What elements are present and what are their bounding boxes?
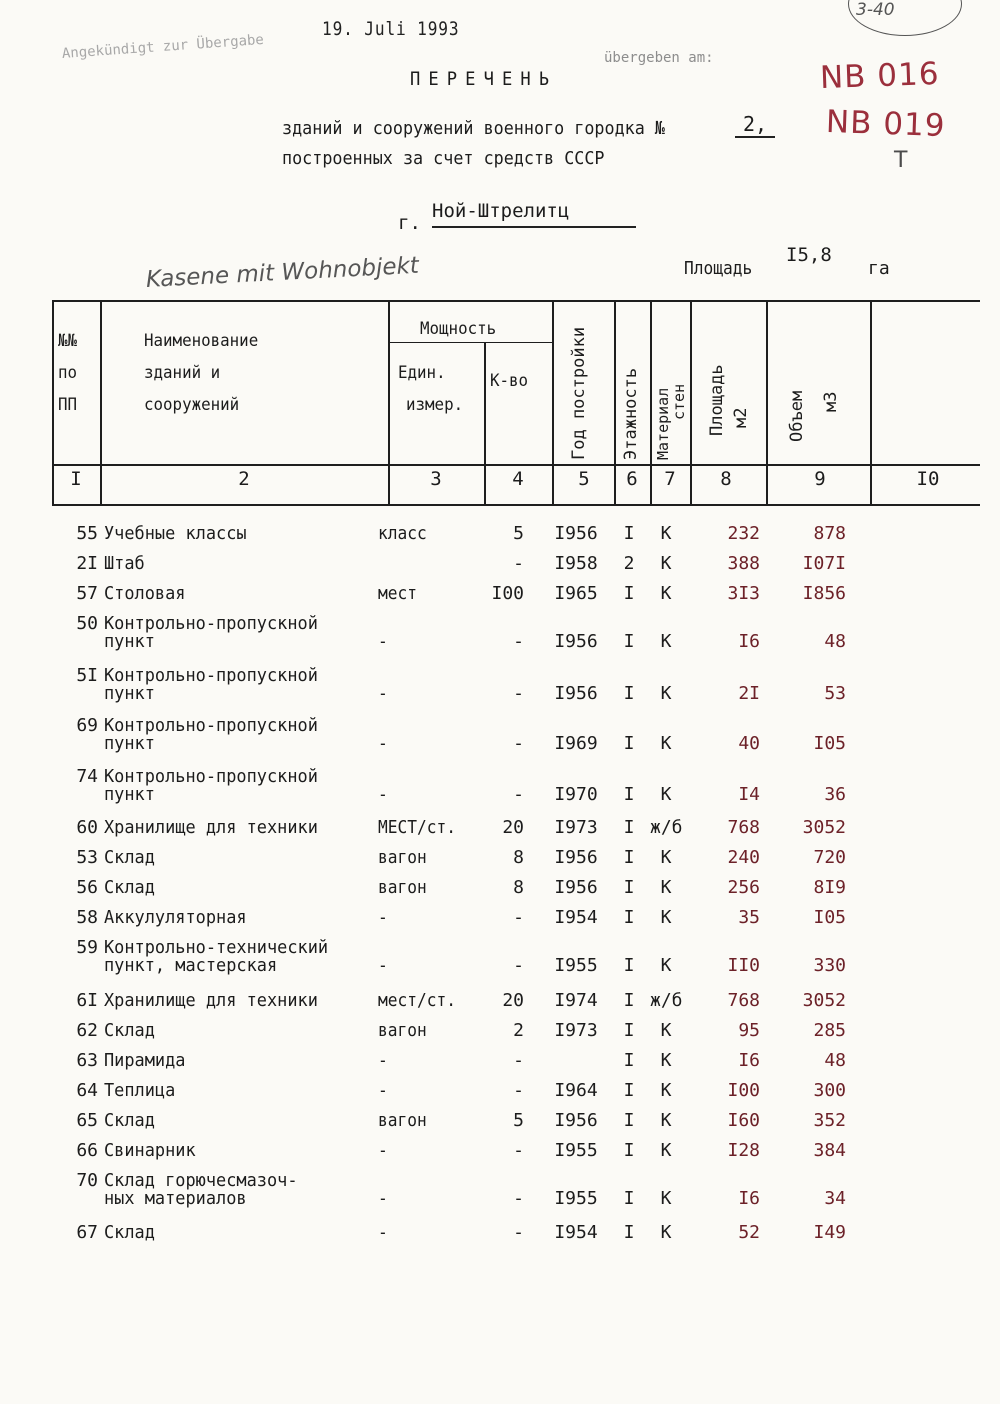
- wall-material: К: [660, 784, 672, 805]
- table-header: [52, 300, 980, 506]
- row-number: 66: [76, 1140, 98, 1161]
- table-row: [0, 1170, 1000, 1209]
- build-year: I973: [554, 817, 598, 838]
- col-number-6: 6: [626, 468, 638, 490]
- header-power: Мощность: [420, 319, 497, 339]
- volume-m3: 720: [813, 847, 846, 868]
- floor-count: I: [623, 990, 635, 1011]
- city-prefix: г.: [398, 212, 421, 234]
- floor-count: I: [623, 847, 635, 868]
- volume-m3: 53: [824, 683, 846, 704]
- area-m2: 95: [738, 1020, 760, 1041]
- build-year: I965: [554, 583, 598, 604]
- unit-measure: МЕСТ/ст.: [378, 817, 457, 838]
- quantity: -: [513, 1080, 524, 1101]
- table-row: [0, 847, 1000, 877]
- building-name: Хранилище для техники: [104, 817, 318, 838]
- header-col1-line2: по: [58, 363, 78, 383]
- row-number: 55: [76, 523, 98, 544]
- unit-measure: -: [378, 1140, 388, 1161]
- build-year: I954: [554, 907, 598, 928]
- row-number: 2I: [76, 553, 98, 574]
- table-row: [0, 877, 1000, 907]
- area-m2: 3I3: [727, 583, 760, 604]
- row-number: 50: [76, 613, 98, 634]
- table-row: [0, 523, 1000, 553]
- area-label: Площадь: [684, 258, 753, 279]
- header-col2-line3: сооружений: [144, 395, 240, 415]
- quantity: 8: [513, 847, 524, 868]
- volume-m3: I07I: [802, 553, 846, 574]
- area-m2: I6: [738, 1188, 760, 1209]
- archive-mark: T: [894, 148, 908, 173]
- area-m2: II0: [727, 955, 760, 976]
- building-name: Контрольно-пропускной: [104, 665, 318, 686]
- city-name: Ной-Штрелитц: [432, 200, 636, 228]
- floor-count: I: [623, 733, 635, 754]
- wall-material: К: [660, 847, 672, 868]
- volume-m3: 878: [813, 523, 846, 544]
- building-name: Контрольно-пропускной: [104, 715, 318, 736]
- build-year: I954: [554, 1222, 598, 1243]
- row-number: 65: [76, 1110, 98, 1131]
- table-row: [0, 1050, 1000, 1080]
- area-value: I5,8: [786, 244, 832, 266]
- area-m2: 35: [738, 907, 760, 928]
- area-m2: 768: [727, 817, 760, 838]
- header-col3-line2: измер.: [406, 395, 464, 415]
- quantity: -: [513, 1188, 524, 1209]
- wall-material: К: [660, 631, 672, 652]
- row-number: 63: [76, 1050, 98, 1071]
- area-m2: 256: [727, 877, 760, 898]
- wall-material: К: [660, 733, 672, 754]
- header-col8-line1: Площадь: [707, 364, 727, 436]
- build-year: I956: [554, 523, 598, 544]
- building-name: Контрольно-технический: [104, 937, 329, 958]
- area-m2: 52: [738, 1222, 760, 1243]
- corner-number: 3-40: [856, 0, 895, 20]
- unit-measure: -: [378, 1188, 388, 1209]
- header-col9-line2: м3: [821, 391, 841, 412]
- volume-m3: 3052: [802, 817, 846, 838]
- unit-measure: вагон: [378, 847, 427, 868]
- area-m2: 240: [727, 847, 760, 868]
- header-col7-line2: стен: [670, 383, 688, 420]
- quantity: 8: [513, 877, 524, 898]
- col-number-4: 4: [512, 468, 524, 490]
- table-row: [0, 766, 1000, 805]
- wall-material: К: [660, 907, 672, 928]
- volume-m3: 8I9: [813, 877, 846, 898]
- quantity: -: [513, 733, 524, 754]
- header-col3-line1: Един.: [398, 363, 446, 383]
- volume-m3: 300: [813, 1080, 846, 1101]
- header-col2-line2: зданий и: [144, 363, 221, 383]
- building-name: Склад: [104, 1222, 155, 1243]
- col-number-2: 2: [238, 468, 250, 490]
- row-number: 53: [76, 847, 98, 868]
- handwritten-note: Kasene mit Wohnobjekt: [145, 252, 420, 293]
- date-stamp: 19. Juli 1993: [322, 18, 460, 40]
- building-name: Аккулуляторная: [104, 907, 247, 928]
- floor-count: I: [623, 683, 635, 704]
- wall-material: ж/б: [650, 817, 683, 838]
- building-name: Склад: [104, 877, 155, 898]
- area-m2: I6: [738, 631, 760, 652]
- garrison-number: 2,: [735, 112, 775, 138]
- table-row: [0, 937, 1000, 976]
- floor-count: I: [623, 1188, 635, 1209]
- quantity: 20: [502, 817, 524, 838]
- header-col2-line1: Наименование: [144, 331, 259, 351]
- table-row: [0, 1222, 1000, 1252]
- table-row: [0, 990, 1000, 1020]
- floor-count: 2: [623, 553, 635, 574]
- unit-measure: -: [378, 1080, 388, 1101]
- volume-m3: 384: [813, 1140, 846, 1161]
- floor-count: I: [623, 523, 635, 544]
- header-col9-line1: Объем: [787, 390, 807, 442]
- area-m2: 768: [727, 990, 760, 1011]
- wall-material: К: [660, 553, 672, 574]
- building-name: Хранилище для техники: [104, 990, 318, 1011]
- table-row: [0, 1020, 1000, 1050]
- quantity: 2: [513, 1020, 524, 1041]
- area-m2: I4: [738, 784, 760, 805]
- wall-material: К: [660, 1050, 672, 1071]
- table-row: [0, 817, 1000, 847]
- quantity: 5: [513, 523, 524, 544]
- area-m2: 40: [738, 733, 760, 754]
- table-row: [0, 583, 1000, 613]
- area-m2: I60: [727, 1110, 760, 1131]
- building-name-continued: пункт: [104, 733, 155, 754]
- header-col4: К-во: [490, 371, 529, 391]
- table-row: [0, 1110, 1000, 1140]
- area-m2: I6: [738, 1050, 760, 1071]
- unit-measure: мест: [378, 583, 418, 604]
- received-stamp: Angekündigt zur Übergabe: [61, 31, 265, 62]
- unit-measure: -: [378, 683, 388, 704]
- subtitle-line-2: построенных за счет средств СССР: [282, 148, 605, 169]
- area-m2: 388: [727, 553, 760, 574]
- handover-stamp: übergeben am:: [604, 50, 714, 66]
- volume-m3: 36: [824, 784, 846, 805]
- wall-material: К: [660, 1222, 672, 1243]
- build-year: I964: [554, 1080, 598, 1101]
- area-m2: 232: [727, 523, 760, 544]
- floor-count: I: [623, 1020, 635, 1041]
- unit-measure: вагон: [378, 877, 427, 898]
- wall-material: К: [660, 1020, 672, 1041]
- row-number: 74: [76, 766, 98, 787]
- area-m2: 2I: [738, 683, 760, 704]
- row-number: 60: [76, 817, 98, 838]
- floor-count: I: [623, 955, 635, 976]
- building-name-continued: пункт: [104, 683, 155, 704]
- unit-measure: -: [378, 1050, 388, 1071]
- floor-count: I: [623, 583, 635, 604]
- quantity: -: [513, 784, 524, 805]
- table-row: [0, 613, 1000, 652]
- building-name: Свинарник: [104, 1140, 196, 1161]
- building-name: Учебные классы: [104, 523, 247, 544]
- build-year: I956: [554, 631, 598, 652]
- quantity: 5: [513, 1110, 524, 1131]
- build-year: I958: [554, 553, 598, 574]
- building-name-continued: пункт: [104, 631, 155, 652]
- header-col5: Год постройки: [569, 326, 589, 460]
- build-year: I956: [554, 847, 598, 868]
- subtitle-line-1: зданий и сооружений военного городка №: [282, 118, 665, 139]
- volume-m3: 285: [813, 1020, 846, 1041]
- volume-m3: 34: [824, 1188, 846, 1209]
- building-name-continued: ных материалов: [104, 1188, 247, 1209]
- row-number: 59: [76, 937, 98, 958]
- building-name: Столовая: [104, 583, 186, 604]
- build-year: I973: [554, 1020, 598, 1041]
- wall-material: К: [660, 1080, 672, 1101]
- unit-measure: мест/ст.: [378, 990, 457, 1011]
- document-title: ПЕРЕЧЕНЬ: [410, 68, 558, 90]
- build-year: I955: [554, 1188, 598, 1209]
- floor-count: I: [623, 1222, 635, 1243]
- col-number-10: I0: [916, 468, 940, 490]
- table-row: [0, 715, 1000, 754]
- row-number: 58: [76, 907, 98, 928]
- build-year: I974: [554, 990, 598, 1011]
- area-m2: I00: [727, 1080, 760, 1101]
- quantity: -: [513, 1140, 524, 1161]
- header-col7-line1: Материал: [654, 387, 672, 460]
- header-col1-line3: ПП: [58, 395, 78, 415]
- table-row: [0, 1140, 1000, 1170]
- wall-material: К: [660, 1140, 672, 1161]
- building-name-continued: пункт, мастерская: [104, 955, 278, 976]
- col-number-1: I: [70, 468, 82, 490]
- unit-measure: вагон: [378, 1020, 427, 1041]
- unit-measure: -: [378, 784, 388, 805]
- row-number: 56: [76, 877, 98, 898]
- building-name-continued: пункт: [104, 784, 155, 805]
- header-col1-line1: №№: [58, 331, 78, 351]
- floor-count: I: [623, 877, 635, 898]
- floor-count: I: [623, 1110, 635, 1131]
- table-row: [0, 1080, 1000, 1110]
- volume-m3: I49: [813, 1222, 846, 1243]
- wall-material: К: [660, 955, 672, 976]
- quantity: -: [513, 907, 524, 928]
- floor-count: I: [623, 1140, 635, 1161]
- col-number-8: 8: [720, 468, 732, 490]
- floor-count: I: [623, 631, 635, 652]
- floor-count: I: [623, 1050, 635, 1071]
- quantity: -: [513, 631, 524, 652]
- build-year: I956: [554, 683, 598, 704]
- col-number-7: 7: [664, 468, 676, 490]
- quantity: -: [513, 1050, 524, 1071]
- wall-material: К: [660, 523, 672, 544]
- volume-m3: 330: [813, 955, 846, 976]
- building-name: Склад: [104, 1020, 155, 1041]
- wall-material: К: [660, 1110, 672, 1131]
- row-number: 5I: [76, 665, 98, 686]
- volume-m3: I05: [813, 907, 846, 928]
- volume-m3: 48: [824, 631, 846, 652]
- unit-measure: -: [378, 631, 388, 652]
- building-name: Штаб: [104, 553, 145, 574]
- unit-measure: вагон: [378, 1110, 427, 1131]
- floor-count: I: [623, 907, 635, 928]
- build-year: I955: [554, 955, 598, 976]
- wall-material: К: [660, 583, 672, 604]
- wall-material: ж/б: [650, 990, 683, 1011]
- build-year: I956: [554, 1110, 598, 1131]
- area-m2: I28: [727, 1140, 760, 1161]
- unit-measure: -: [378, 907, 388, 928]
- volume-m3: I05: [813, 733, 846, 754]
- row-number: 6I: [76, 990, 98, 1011]
- row-number: 57: [76, 583, 98, 604]
- build-year: I969: [554, 733, 598, 754]
- row-number: 62: [76, 1020, 98, 1041]
- wall-material: К: [660, 683, 672, 704]
- building-name: Пирамида: [104, 1050, 186, 1071]
- row-number: 67: [76, 1222, 98, 1243]
- table-row: [0, 665, 1000, 704]
- wall-material: К: [660, 1188, 672, 1209]
- col-number-9: 9: [814, 468, 826, 490]
- building-name: Склад горючесмазоч-: [104, 1170, 298, 1191]
- area-unit: га: [868, 258, 890, 279]
- quantity: -: [513, 683, 524, 704]
- col-number-3: 3: [430, 468, 442, 490]
- row-number: 70: [76, 1170, 98, 1191]
- header-col8-line2: м2: [731, 407, 751, 428]
- floor-count: I: [623, 1080, 635, 1101]
- building-name: Склад: [104, 1110, 155, 1131]
- volume-m3: I856: [802, 583, 846, 604]
- unit-measure: -: [378, 1222, 388, 1243]
- quantity: 20: [502, 990, 524, 1011]
- quantity: -: [513, 955, 524, 976]
- volume-m3: 3052: [802, 990, 846, 1011]
- floor-count: I: [623, 817, 635, 838]
- quantity: -: [513, 553, 524, 574]
- build-year: I955: [554, 1140, 598, 1161]
- build-year: I956: [554, 877, 598, 898]
- building-name: Контрольно-пропускной: [104, 613, 318, 634]
- row-number: 69: [76, 715, 98, 736]
- archive-code-2: NB 019: [825, 103, 947, 145]
- building-name: Контрольно-пропускной: [104, 766, 318, 787]
- build-year: I970: [554, 784, 598, 805]
- building-name: Теплица: [104, 1080, 176, 1101]
- floor-count: I: [623, 784, 635, 805]
- unit-measure: -: [378, 733, 388, 754]
- volume-m3: 48: [824, 1050, 846, 1071]
- archive-code-1: NB 016: [819, 55, 941, 97]
- col-number-5: 5: [578, 468, 590, 490]
- quantity: I00: [491, 583, 524, 604]
- unit-measure: -: [378, 955, 388, 976]
- volume-m3: 352: [813, 1110, 846, 1131]
- wall-material: К: [660, 877, 672, 898]
- table-row: [0, 553, 1000, 583]
- building-name: Склад: [104, 847, 155, 868]
- unit-measure: класс: [378, 523, 427, 544]
- quantity: -: [513, 1222, 524, 1243]
- row-number: 64: [76, 1080, 98, 1101]
- table-row: [0, 907, 1000, 937]
- header-col6: Этажность: [621, 367, 641, 460]
